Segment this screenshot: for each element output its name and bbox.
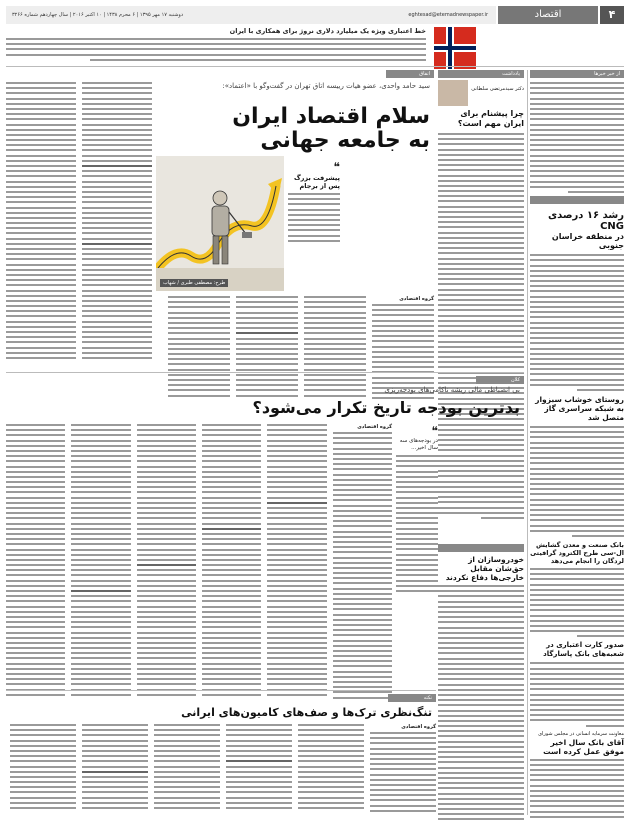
main-story <box>6 70 434 370</box>
truck-col-1 <box>370 724 436 815</box>
main-kicker: سید حامد واحدی، عضو هیات رییسه اتاق تهران در گفت‌وگو با «اعتماد»: <box>222 82 430 90</box>
credit-card-text <box>530 662 624 726</box>
main-headline-1: سلام اقتصاد ایران <box>232 104 430 129</box>
sidebar <box>530 70 624 820</box>
website-link[interactable]: eghtesad@etemadnewspaper.ir <box>408 12 488 18</box>
village-gas-headline: روستای خوشاب سبزوار به شبکه سراسری گاز متصل شد <box>535 395 624 422</box>
pull-quote-text <box>288 193 340 242</box>
issue-date: دوشنبه ۱۷ مهر ۱۳۹۵ | ۶ محرم ۱۴۳۸ | ۱۰ اکتبر ۲۰۱۶ | سال چهاردهم شماره ۳۲۶۶ <box>12 12 184 18</box>
top-news-title: خط اعتباری ویژه یک میلیارد دلاری نروژ برای همکاری با ایران <box>229 27 426 35</box>
budget-kicker: بی انضباطی مالی ریشه ناکامی‌های بودجه‌ریزی <box>384 386 520 394</box>
budget-headline: بدترین بودجه تاریخ تکرار می‌شود؟ <box>252 398 520 417</box>
budget-col-2 <box>267 424 326 702</box>
budget-side-quote-text: در بودجه‌های سه سال اخیر... <box>399 438 438 451</box>
pull-quote-headline: پیشرفت بزرگ پس از برجام <box>293 174 340 190</box>
cng-headline: رشد ۱۶ درصدی CNG <box>547 210 624 233</box>
automaker-headline: خودروسازان از حق‌شان مقابل خارجی‌ها دفاع نکردند <box>445 555 524 582</box>
date-strip <box>6 6 496 24</box>
truck-text-columns <box>6 724 436 815</box>
budget-label: کلان <box>476 376 524 384</box>
budget-col-4 <box>137 424 196 702</box>
divider <box>6 66 624 67</box>
automaker-label <box>438 544 524 552</box>
quote-icon: ❝ <box>431 424 438 438</box>
quote-icon: ❝ <box>333 160 340 174</box>
sidebar-label-2 <box>530 196 624 204</box>
bank-headline: بانک صنعت و معدن گشایش ال-سی طرح الکترود گرافیتی لردگان را انجام می‌دهد <box>530 540 624 565</box>
cng-text <box>530 254 624 391</box>
main-headline-2: به جامعه جهانی <box>260 128 430 153</box>
budget-byline: گروه اقتصادی <box>357 424 392 430</box>
truck-col-3 <box>226 724 292 815</box>
brief-text <box>530 82 624 193</box>
growth-arrow-illustration <box>156 156 284 291</box>
village-gas-text <box>530 426 624 537</box>
truck-headline: تنگ‌نظری ترک‌ها و صف‌های کامیون‌های ایرانی <box>181 706 432 719</box>
main-byline: گروه اقتصادی <box>399 296 434 302</box>
budget-text-columns <box>6 424 392 702</box>
opinion-label: یادداشت <box>438 70 524 78</box>
truck-col-2 <box>298 724 364 815</box>
section-label: اقتصاد <box>498 6 598 24</box>
budget-col-1 <box>333 424 392 702</box>
budget-col-3 <box>202 424 261 702</box>
budget-side-quote <box>396 424 438 595</box>
norway-flag-image <box>434 27 476 69</box>
top-news-text <box>6 38 426 61</box>
divider <box>6 690 436 691</box>
sima-kicker: معاونت سرمایه انسانی در مجلس شورای <box>538 730 624 737</box>
divider <box>6 372 524 373</box>
sima-headline: آقای بانک سال اخیر موفق عمل کرده است <box>543 737 624 756</box>
opinion-headline: چرا پیشنام برای ایران مهم است؟ <box>457 109 524 128</box>
image-caption: طرح: مصطفی طبری / شهاب <box>160 279 228 287</box>
truck-col-5 <box>82 724 148 815</box>
main-illustration <box>156 156 284 291</box>
main-text-col-1 <box>6 82 76 362</box>
sidebar-brief-title: از خبر خبرها <box>530 70 624 78</box>
credit-card-headline: صدور کارت اعتباری در شعبه‌های بانک پاسارگاد <box>543 641 624 659</box>
truck-byline: گروه اقتصادی <box>401 724 436 730</box>
budget-col-6 <box>6 424 65 702</box>
truck-col-4 <box>154 724 220 815</box>
page-number: ۴ <box>600 6 624 24</box>
budget-col-5 <box>71 424 130 702</box>
column-rule <box>527 70 528 815</box>
author-block <box>438 80 524 106</box>
bank-text <box>530 568 624 637</box>
main-pull-quote <box>288 160 340 245</box>
page-header <box>0 6 630 24</box>
author-photo <box>438 80 468 106</box>
truck-col-6 <box>10 724 76 815</box>
truck-story <box>6 694 436 814</box>
cng-subheadline: در منطقه خراسان جنوبی <box>551 232 624 251</box>
author-name: دکتر سیدمرتضی سلطانی <box>471 86 524 92</box>
truck-label: نکته <box>388 694 436 702</box>
main-text-col-2 <box>82 82 152 362</box>
sima-text <box>530 759 624 818</box>
main-kicker-label: اتفاق <box>386 70 434 78</box>
automaker-story <box>438 544 524 820</box>
